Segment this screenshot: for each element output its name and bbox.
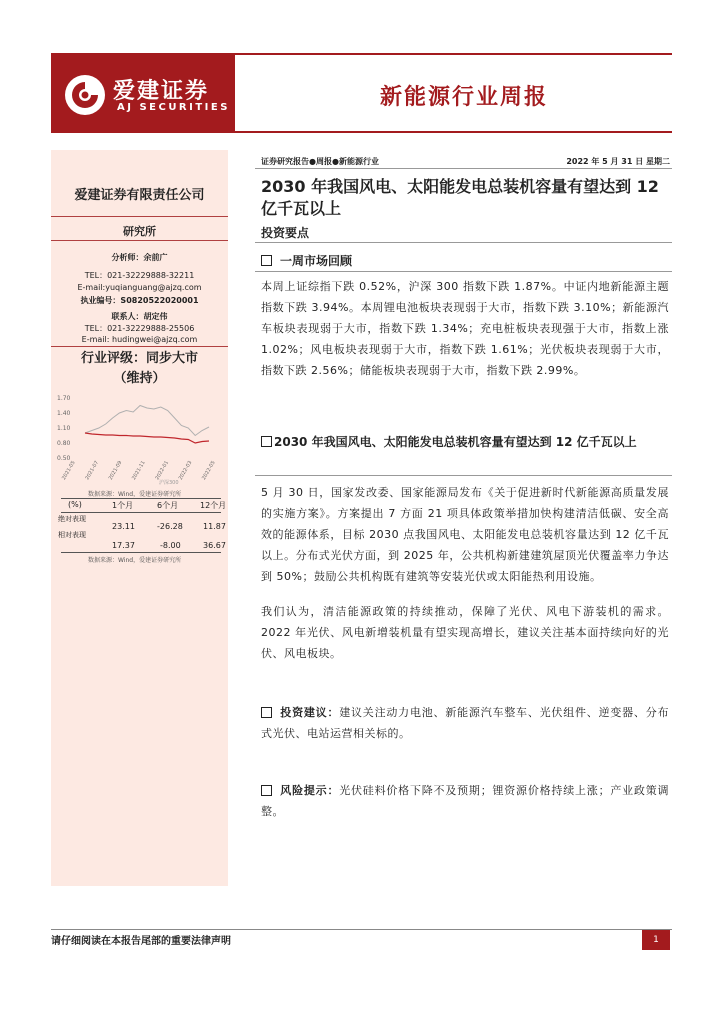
page-number: 1 bbox=[642, 930, 670, 950]
section-title: 一周市场回顾 bbox=[280, 254, 353, 268]
x-tick-label: 2022-01 bbox=[154, 460, 171, 482]
footer-rule bbox=[51, 929, 672, 930]
x-tick-label: 2022-05 bbox=[201, 460, 217, 482]
table-cell: 23.11 bbox=[112, 522, 135, 531]
y-tick-label: 1.40 bbox=[57, 410, 71, 417]
table-source: 数据来源：Wind，爱建证券研究所 bbox=[88, 557, 182, 564]
table-cell: 11.87 bbox=[203, 522, 226, 531]
checkbox-square-icon bbox=[261, 255, 272, 266]
logo-mark-icon bbox=[65, 75, 105, 115]
y-tick-label: 0.80 bbox=[57, 440, 71, 447]
report-title: 2030 年我国风电、太阳能发电总装机容量有望达到 12 亿千瓦以上 bbox=[261, 177, 659, 218]
contact-email: E-mail: hudingwei@ajzq.com bbox=[81, 335, 198, 344]
analyst-name: 分析师：余前广 bbox=[111, 253, 168, 262]
y-tick-label: 1.70 bbox=[57, 395, 71, 402]
analyst-tel: TEL：021-32229888-32211 bbox=[84, 271, 195, 280]
x-tick-label: 2022-03 bbox=[177, 460, 194, 482]
breadcrumb: 证券研究报告●周报●新能源行业 bbox=[261, 157, 379, 166]
section-policy bbox=[261, 432, 671, 452]
investment-points-heading: 投资要点 bbox=[261, 226, 310, 240]
chart-overlay-label: 沪深300 bbox=[159, 480, 179, 486]
checkbox-square-icon bbox=[261, 785, 272, 796]
sidebar-divider bbox=[51, 346, 228, 347]
x-tick-label: 2021-09 bbox=[107, 460, 124, 482]
policy-paragraph-2: 我们认为，清洁能源政策的持续推动，保障了光伏、风电下游装机的需求。2022 年光伏、风电新增装机量有望实现高增长，建议关注基本面持续向好的光伏、风电板块。 bbox=[261, 605, 669, 660]
y-tick-label: 1.10 bbox=[57, 425, 71, 432]
document-title: 新能源行业周报 bbox=[379, 85, 548, 110]
header-rule-bottom bbox=[235, 131, 672, 133]
divider bbox=[255, 242, 672, 243]
header-rule-top bbox=[235, 53, 672, 55]
x-tick-label: 2021-05 bbox=[61, 460, 77, 482]
contact-tel: TEL：021-32229888-25506 bbox=[84, 324, 195, 333]
table-rule bbox=[61, 552, 221, 553]
table-header-6m: 6个月 bbox=[157, 501, 179, 510]
risk-label: 风险提示： bbox=[280, 784, 340, 797]
table-row-label: 相对表现 bbox=[58, 531, 86, 539]
table-header-unit: (%) bbox=[68, 500, 82, 509]
advice-label: 投资建议： bbox=[280, 706, 340, 719]
table-rule bbox=[61, 512, 221, 513]
risk-warning bbox=[261, 780, 669, 822]
index-performance-chart bbox=[55, 390, 220, 488]
report-date: 2022 年 5 月 31 日 星期二 bbox=[566, 157, 670, 166]
contact-name: 联系人：胡定伟 bbox=[111, 312, 168, 321]
checkbox-square-icon bbox=[261, 707, 272, 718]
y-tick-label: 0.50 bbox=[57, 455, 71, 462]
company-name: 爱建证券有限责任公司 bbox=[74, 188, 205, 203]
table-header-12m: 12个月 bbox=[200, 501, 227, 510]
institute-name: 研究所 bbox=[123, 225, 156, 238]
investment-advice bbox=[261, 702, 669, 744]
x-tick-label: 2021-07 bbox=[84, 460, 101, 482]
policy-paragraph-1: 5 月 30 日，国家发改委、国家能源局发布《关于促进新时代新能源高质量发展的实施方案》。方案提出 7 方面 21 项具体政策举措加快构建清洁低碳、安全高效的能源体系，目标 2030 点我国风电、太阳能发电总装机容量达到 12 亿千瓦以上。分布式光伏方面，到 2025 年，公共机构新建建筑屋顶光伏覆盖率力争达到 50%；鼓励公共机构既有建筑等安装光伏或太阳能热利用设施。 bbox=[261, 486, 669, 583]
divider bbox=[255, 168, 672, 169]
legal-disclaimer: 请仔细阅读在本报告尾部的重要法律声明 bbox=[51, 936, 231, 947]
analyst-email: E-mail:yuqianguang@ajzq.com bbox=[77, 283, 202, 292]
logo-text-en: AJ SECURITIES bbox=[117, 102, 230, 113]
table-rule bbox=[61, 498, 221, 499]
checkbox-square-icon bbox=[261, 436, 272, 447]
series-line-2 bbox=[85, 433, 209, 443]
risk-text: 光伏硅料价格下降不及预期；锂资源价格持续上涨；产业政策调整。 bbox=[261, 784, 670, 818]
chart-source: 数据来源：Wind，爱建证券研究所 bbox=[88, 491, 182, 498]
industry-rating bbox=[51, 349, 228, 389]
table-header-1m: 1个月 bbox=[112, 501, 134, 510]
table-row-label: 绝对表现 bbox=[58, 515, 86, 523]
sidebar-divider bbox=[51, 216, 228, 217]
table-cell: -26.28 bbox=[157, 522, 183, 531]
advice-text: 建议关注动力电池、新能源汽车整车、光伏组件、逆变器、分布式光伏、电站运营相关标的。 bbox=[261, 706, 670, 740]
x-tick-label: 2021-11 bbox=[131, 460, 147, 482]
rating-status: （维持） bbox=[113, 371, 166, 386]
table-cell: 17.37 bbox=[112, 541, 135, 550]
rating-label: 行业评级：同步大市 bbox=[80, 351, 198, 366]
divider bbox=[255, 475, 672, 476]
section-market-review bbox=[261, 252, 352, 269]
logo-text-cn: 爱建证券 bbox=[113, 79, 210, 104]
market-review-text: 本周上证综指下跌 0.52%，沪深 300 指数下跌 1.87%。中证内地新能源主题指数下跌 3.94%。本周锂电池板块表现弱于大市，指数下跌 3.10%；新能源汽车板块表现弱于大市，指数下跌 1.34%；充电桩板块表现强于大市，指数上涨 1.02%；风电板块表现弱于大市，指数下跌 1.61%；光伏板块表现弱于大市，指数下跌 2.56%；储能板块表现弱于大市，指数下跌 2.99%。 bbox=[261, 280, 669, 377]
sidebar-divider bbox=[51, 240, 228, 241]
divider bbox=[255, 271, 672, 272]
license-number: 执业编号：S0820522020001 bbox=[80, 296, 199, 305]
section-title: 2030 年我国风电、太阳能发电总装机容量有望达到 12 亿千瓦以上 bbox=[274, 435, 637, 449]
series-line-1 bbox=[85, 406, 209, 436]
table-cell: 36.67 bbox=[203, 541, 226, 550]
table-cell: -8.00 bbox=[160, 541, 181, 550]
